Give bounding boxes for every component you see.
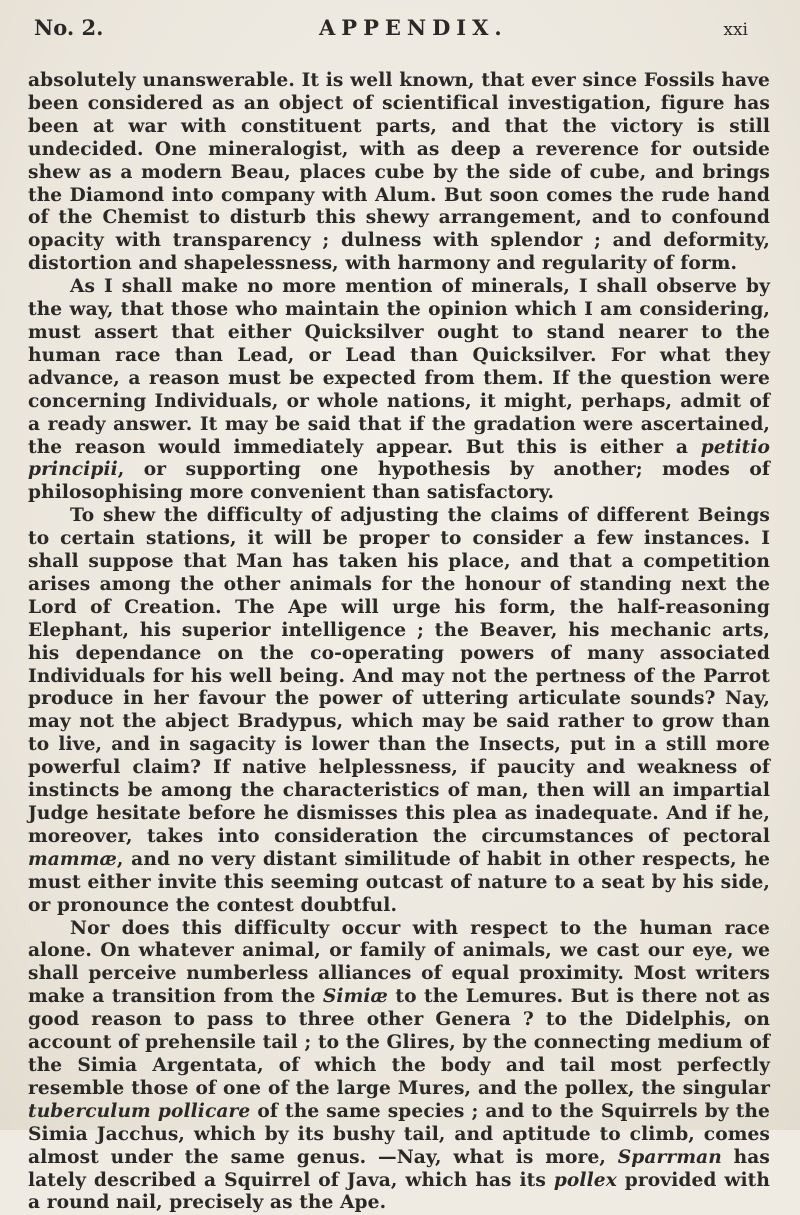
italic-term: Sparrman (617, 1146, 722, 1168)
body-text (28, 70, 770, 1215)
italic-term: Simiæ (322, 986, 388, 1008)
running-header (28, 6, 770, 50)
italic-term: petitio principii (28, 436, 770, 481)
paragraph: Nor does this difficulty occur with respect to the human race alone. On whatever animal, or family of animals, we cast our eye, we shall perceive numberless alliances of equal proximity. Most writers make a transition from the Simiæ to the Lemures. But is there not as good reason to pass to three other Genera ? to the Didelphis, on account of prehensile tail ; to the Glires, by the connecting medium of the Simia Argentata, of which the body and tail most perfectly resemble those of one of the large Mures, and the pollex, the singular tuberculum pollicare of the same species ; and to the Squirrels by the Simia Jacchus, which by its bushy tail, and aptitude to climb, comes almost under the same genus. —Nay, what is more, Sparrman has lately described a Squirrel of Java, which has its pollex provided with a round nail, precisely as the Ape. (28, 917, 770, 1214)
paragraph: As I shall make no more mention of minerals, I shall observe by the way, that those who maintain the opinion which I am considering, must assert that either Quicksilver ought to stand nearer to the human race than Lead, or Lead than Quicksilver. For what they advance, a reason must be expected from them. If the question were concerning Individuals, or whole nations, it might, perhaps, admit of a ready answer. It may be said that if the gradation were ascertained, the reason would immediately appear. But this is either a petitio principii, or supporting one hypothesis by another; modes of philosophising more convenient than satisfactory. (28, 276, 770, 504)
italic-term: mammæ (28, 848, 117, 870)
paragraph: To shew the difficulty of adjusting the claims of different Beings to certain stations, it will be proper to consider a few instances. I shall suppose that Man has taken his place, and that a competition arises among the other animals for the honour of standing next the Lord of Creation. The Ape will urge his form, the half-reasoning Elephant, his superior intelligence ; the Beaver, his mechanic arts, his dependance on the co-operating powers of many associated Individuals for his well being. And may not the pertness of the Parrot produce in her favour the power of uttering articulate sounds? Nay, may not the abject Bradypus, which may be said rather to grow than to live, and in sagacity is lower than the Insects, put in a still more powerful claim? If native helplessness, if paucity and weakness of instincts be among the characteristics of man, then will an impartial Judge hesitate before he dismisses this plea as inadequate. And if he, moreover, takes into consideration the circumstances of pectoral mammæ, and no very distant similitude of habit in other respects, he must either invite this seeming outcast of nature to a seat by his side, or pronounce the contest doubtful. (28, 505, 770, 916)
page-number: xxi (723, 20, 748, 40)
running-title: APPENDIX. (319, 15, 508, 40)
paragraph: absolutely unanswerable. It is well known, that ever since Fossils have been considered as an object of scientifical investigation, figure has been at war with constituent parts, and that the victory is still undecided. One mineralogist, with as deep a reverence for outside shew as a modern Beau, places cube by the side of cube, and brings the Diamond into company with Alum. But soon comes the rude hand of the Chemist to disturb this shewy arrangement, and to confound opacity with transparency ; dulness with splendor ; and deformity, distortion and shapelessness, with harmony and regularity of form. (28, 70, 770, 275)
section-number: No. 2. (34, 15, 104, 40)
italic-term: tuberculum pollicare (28, 1100, 251, 1122)
italic-term: pollex (553, 1169, 617, 1191)
